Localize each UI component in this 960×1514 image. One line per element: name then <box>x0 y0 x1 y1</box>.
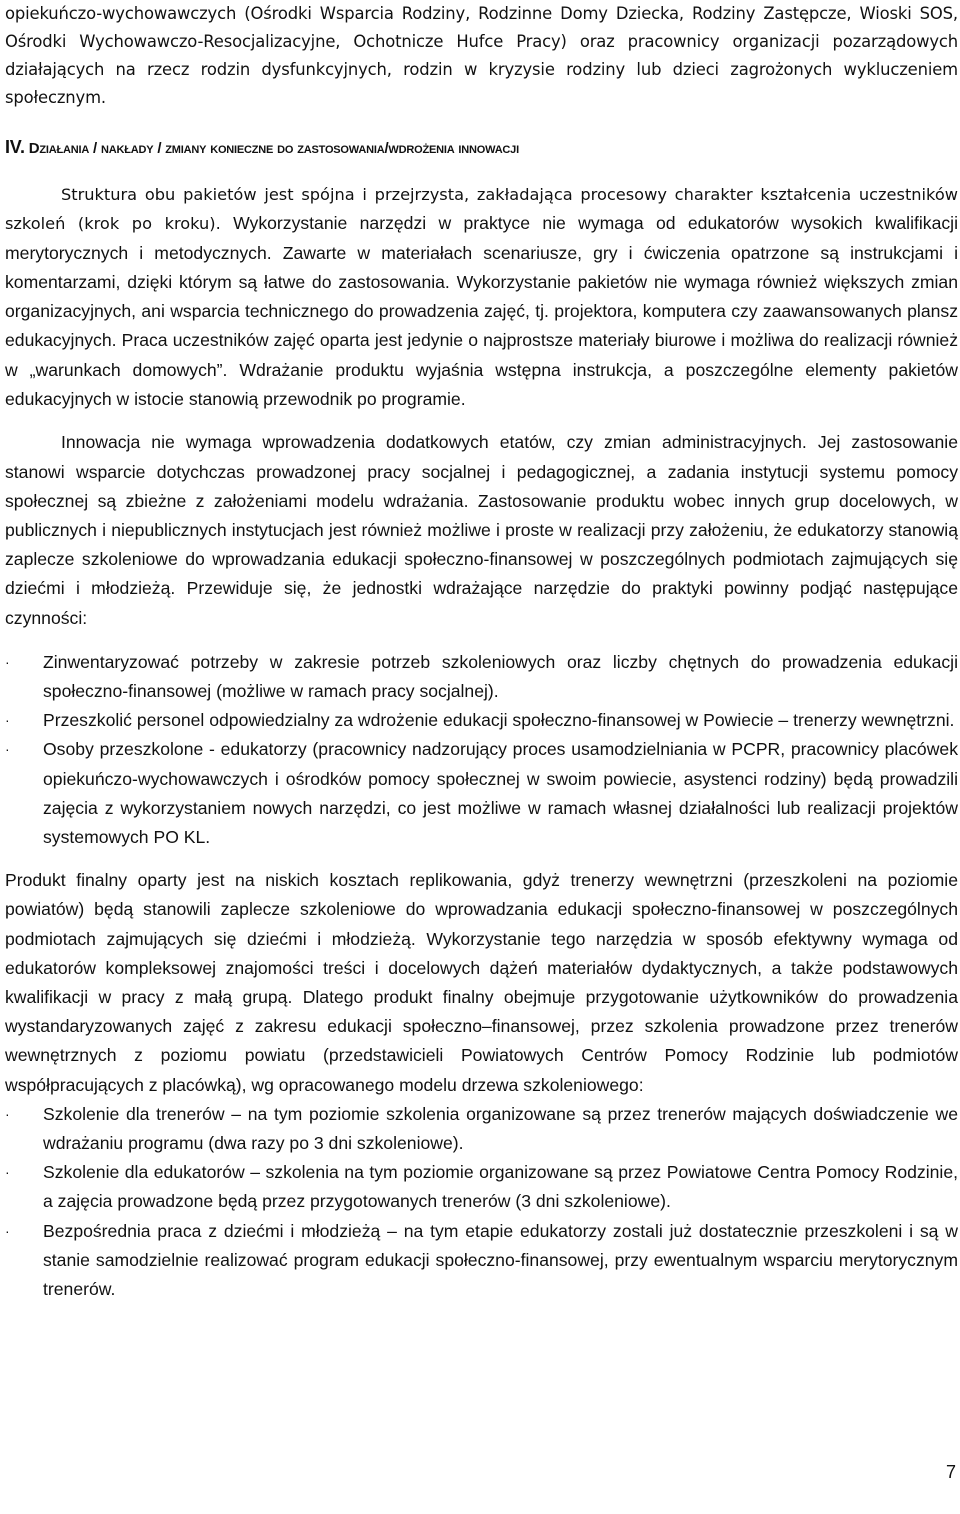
page-number: 7 <box>945 1462 956 1482</box>
section-number: IV. <box>5 137 25 157</box>
bullet-icon: · <box>5 653 10 670</box>
list-item <box>5 1100 958 1158</box>
paragraph-final-product: Produkt finalny oparty jest na niskich kosztach replikowania, gdyż trenerzy wewnętrzni (przeszkoleni na poziomie powiatów) będą stanowili zaplecze szkoleniowe do wprowadzania edukacji społeczno-finansowej w poszczególnych podmiotach zajmujących się dziećmi i młodzieżą. Wykorzystanie tego narzędzia w sposób efektywny wymaga od edukatorów kompleksowej znajomości treści i docelowych dążeń materiałów dydaktycznych, a także podstawowych kwalifikacji w pracy z małą grupą. Dlatego produkt finalny obejmuje przygotowanie użytkowników do prowadzenia wystandaryzowanych zajęć z zakresu edukacji społeczno–finansowej, przez szkolenia prowadzone przez trenerów wewnętrznych z poziomu powiatu (przedstawicieli Powiatowych Centrów Pomocy Rodzinie lub podmiotów współpracujących z placówką), wg opracowanego modelu drzewa szkoleniowego: <box>5 870 958 1095</box>
paragraph-innovation: Innowacja nie wymaga wprowadzenia dodatkowych etatów, czy zmian administracyjnych. Jej zastosowanie stanowi wsparcie dotychczas prowadzonej pracy socjalnej i pedagogicznej, a zadania instytucji systemu pomocy społecznej są zbieżne z założeniami modelu wdrażania. Zastosowanie produktu wobec innych grup docelowych, w publicznych i niepublicznych instytucjach jest również możliwe i proste w realizacji przy założeniu, że edukatorzy stanowią zaplecze szkoleniowe do wprowadzania edukacji społeczno-finansowej w poszczególnych podmiotach zajmujących się dziećmi i młodzieżą. Przewiduje się, że jednostki wdrażające narzędzie do praktyki powinny podjąć następujące czynności: <box>5 432 958 628</box>
list-item <box>5 1158 958 1216</box>
list-item-text: Szkolenie dla trenerów – na tym poziomie szkolenia organizowane są przez trenerów mających doświadczenie we wdrażaniu programu (dwa razy po 3 dni szkoleniowe). <box>43 1103 958 1154</box>
list-item <box>5 706 958 735</box>
bullet-icon: · <box>5 712 10 729</box>
bullet-icon: · <box>5 1105 10 1122</box>
training-tree-list <box>5 1100 958 1304</box>
list-item <box>5 648 958 706</box>
list-item <box>5 735 958 852</box>
list-item-text: Bezpośrednia praca z dziećmi i młodzieżą – na tym etapie edukatorzy zostali już dostatecznie przeszkoleni i są w stanie samodzielnie realizować program edukacji społeczno-finansowej, przy ewentualnym wsparciu merytorycznym trenerów. <box>43 1220 958 1300</box>
list-item-text: Osoby przeszkolone - edukatorzy (pracownicy nadzorujący proces usamodzielniania w PCPR, pracownicy placówek opiekuńczo-wychowawczych i ośrodków pomocy społecznej w swoim powiecie, asystenci rodziny) będą prowadzili zajęcia z wykorzystaniem nowych narzędzi, co jest możliwe w ramach własnej działalności lub realizacji projektów systemowych PO KL. <box>43 739 958 848</box>
list-item-text: Szkolenie dla edukatorów – szkolenia na tym poziomie organizowane są przez Powiatowe Centra Pomocy Rodzinie, a zajęcia prowadzone będą przez przygotowanych trenerów (3 dni szkoleniowe). <box>43 1162 958 1212</box>
intro-paragraph: opiekuńczo-wychowawczych (Ośrodki Wsparcia Rodziny, Rodzinne Domy Dziecka, Rodziny Zastępcze, Wioski SOS, Ośrodki Wychowawczo-Resocjalizacyjne, Ochotnicze Hufce Pracy) oraz pracownicy organizacji pozarządowych działających na rzecz rodzin dysfunkcyjnych, rodzin w kryzysie rodziny lub dzieci zagrożonych wykluczeniem społecznym. <box>5 4 958 107</box>
list-item <box>5 1217 958 1305</box>
section-title: Działania / nakłady / zmiany konieczne do zastosowania/wdrożenia innowacji <box>28 140 519 157</box>
list-item-text: Przeszkolić personel odpowiedzialny za wdrożenie edukacji społeczno-finansowej w Powiecie – trenerzy wewnętrzni. <box>43 710 955 731</box>
list-item-text: Zinwentaryzować potrzeby w zakresie potrzeb szkoleniowych oraz liczby chętnych do prowadzenia edukacji społeczno-finansowej (możliwe w ramach pracy socjalnej). <box>43 651 958 701</box>
document-page <box>5 0 958 1304</box>
bullet-icon: · <box>5 1164 10 1181</box>
bullet-icon: · <box>5 741 10 758</box>
section-heading <box>5 133 958 163</box>
paragraph-structure-rest: Wykorzystanie narzędzi w praktyce nie wymaga od edukatorów wysokich kwalifikacji merytorycznych i metodycznych. Zawarte w materiałach scenariusze, gry i ćwiczenia opatrzone są instrukcjami i komentarzami, dzięki którym są łatwe do zastosowania. Wykorzystanie pakietów nie wymaga również większych zmian organizacyjnych, ani wsparcia technicznego do prowadzenia zajęć, tj. projektora, komputera czy zaawansowanych plansz edukacyjnych. Praca uczestników zajęć oparta jest jedynie o najprostsze materiały biurowe i możliwa do realizacji również w „warunkach domowych”. Wdrażanie produktu wyjaśnia wstępna instrukcja, a poszczególne elementy pakietów edukacyjnych w istocie stanowią przewodnik po programie. <box>5 213 958 410</box>
actions-list <box>5 648 958 852</box>
paragraph-structure <box>5 180 958 414</box>
bullet-icon: · <box>5 1222 10 1239</box>
paragraph-structure-lead: Struktura obu pakietów jest spójna i przejrzysta, zakładająca procesowy charakter kształcenia uczestników szkoleń (krok po kroku). <box>5 185 958 234</box>
